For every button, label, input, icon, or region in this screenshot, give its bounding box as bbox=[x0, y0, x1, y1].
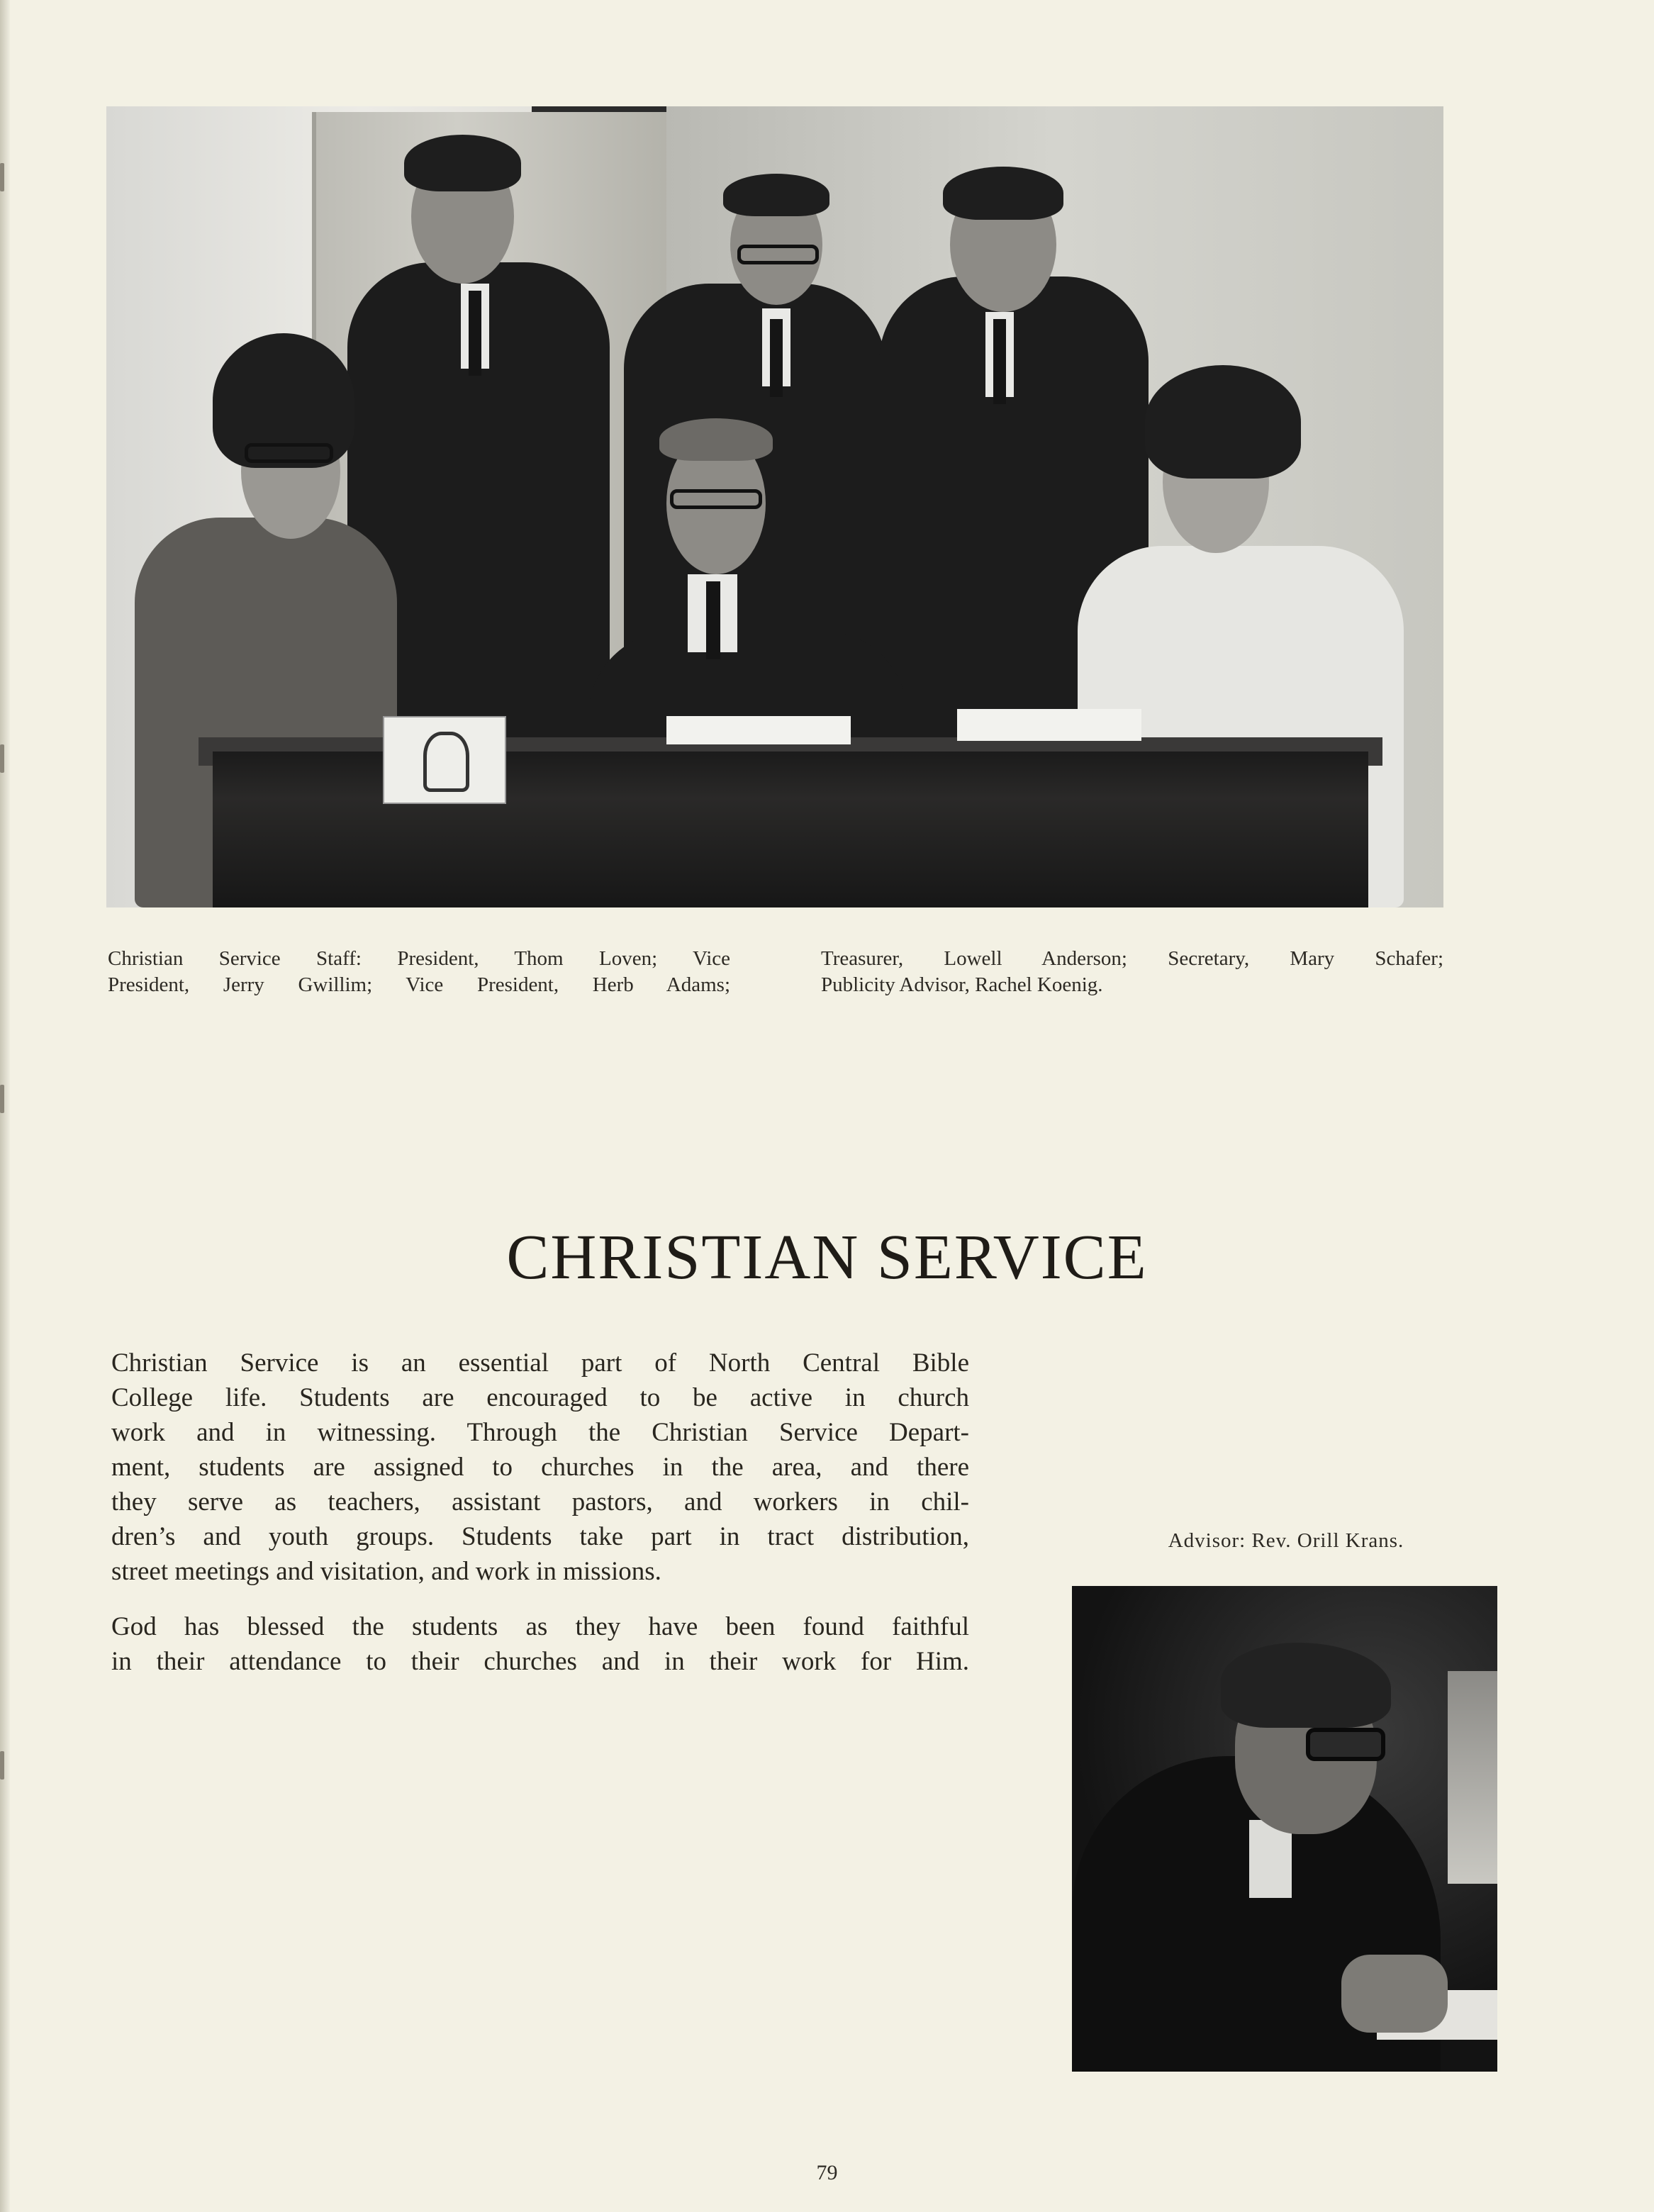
body-line: they serve as teachers, assistant pastors, and workers in chil- bbox=[111, 1487, 969, 1516]
hair bbox=[1145, 365, 1301, 479]
glasses bbox=[245, 443, 333, 463]
tie bbox=[706, 581, 720, 659]
binding-mark bbox=[0, 1085, 4, 1113]
caption-line: Publicity Advisor, Rachel Koenig. bbox=[821, 973, 1103, 996]
hair bbox=[723, 174, 829, 216]
advisor-photo bbox=[1072, 1586, 1497, 2072]
papers bbox=[957, 709, 1141, 741]
advisor-glasses bbox=[1306, 1728, 1385, 1761]
group-photo-caption-right bbox=[821, 946, 1443, 998]
hair bbox=[943, 167, 1063, 220]
body-line: dren’s and youth groups. Students take part in tract distribution, bbox=[111, 1522, 969, 1551]
caption-line: Treasurer, Lowell Anderson; Secretary, Mary Schafer; bbox=[821, 947, 1443, 970]
body-line: street meetings and visitation, and work in missions. bbox=[111, 1557, 661, 1586]
page-title: CHRISTIAN SERVICE bbox=[506, 1222, 1148, 1293]
advisor-caption: Advisor: Rev. Orill Krans. bbox=[1168, 1529, 1404, 1552]
lyre-emblem-card bbox=[383, 716, 506, 804]
advisor-photo-window bbox=[1448, 1671, 1497, 1884]
caption-line: President, Jerry Gwillim; Vice President, Herb Adams; bbox=[108, 973, 730, 996]
tie bbox=[469, 291, 481, 376]
body-line: work and in witnessing. Through the Christian Service Depart- bbox=[111, 1418, 969, 1447]
hair bbox=[659, 418, 773, 461]
binding-mark bbox=[0, 163, 4, 191]
caption-line: Christian Service Staff: President, Thom Loven; Vice bbox=[108, 947, 730, 970]
papers bbox=[666, 716, 851, 744]
tie bbox=[993, 319, 1006, 404]
body-paragraph-2 bbox=[111, 1609, 969, 1679]
body-line: Christian Service is an essential part of North Central Bible bbox=[111, 1348, 969, 1378]
body-line: in their attendance to their churches and in their work for Him. bbox=[111, 1647, 969, 1676]
binding-mark bbox=[0, 1751, 4, 1780]
tie bbox=[770, 319, 783, 397]
group-photo bbox=[106, 106, 1443, 907]
body-line: College life. Students are encouraged to be active in church bbox=[111, 1383, 969, 1412]
body-paragraph-1 bbox=[111, 1346, 969, 1589]
group-photo-caption-left bbox=[108, 946, 730, 998]
body-line: ment, students are assigned to churches in the area, and there bbox=[111, 1453, 969, 1482]
body-line: God has blessed the students as they have been found faithful bbox=[111, 1612, 969, 1641]
page-number: 79 bbox=[816, 2161, 838, 2184]
glasses bbox=[670, 489, 762, 509]
advisor-hands bbox=[1341, 1955, 1448, 2033]
binding-mark bbox=[0, 744, 4, 773]
hair bbox=[404, 135, 521, 191]
glasses bbox=[737, 245, 819, 264]
